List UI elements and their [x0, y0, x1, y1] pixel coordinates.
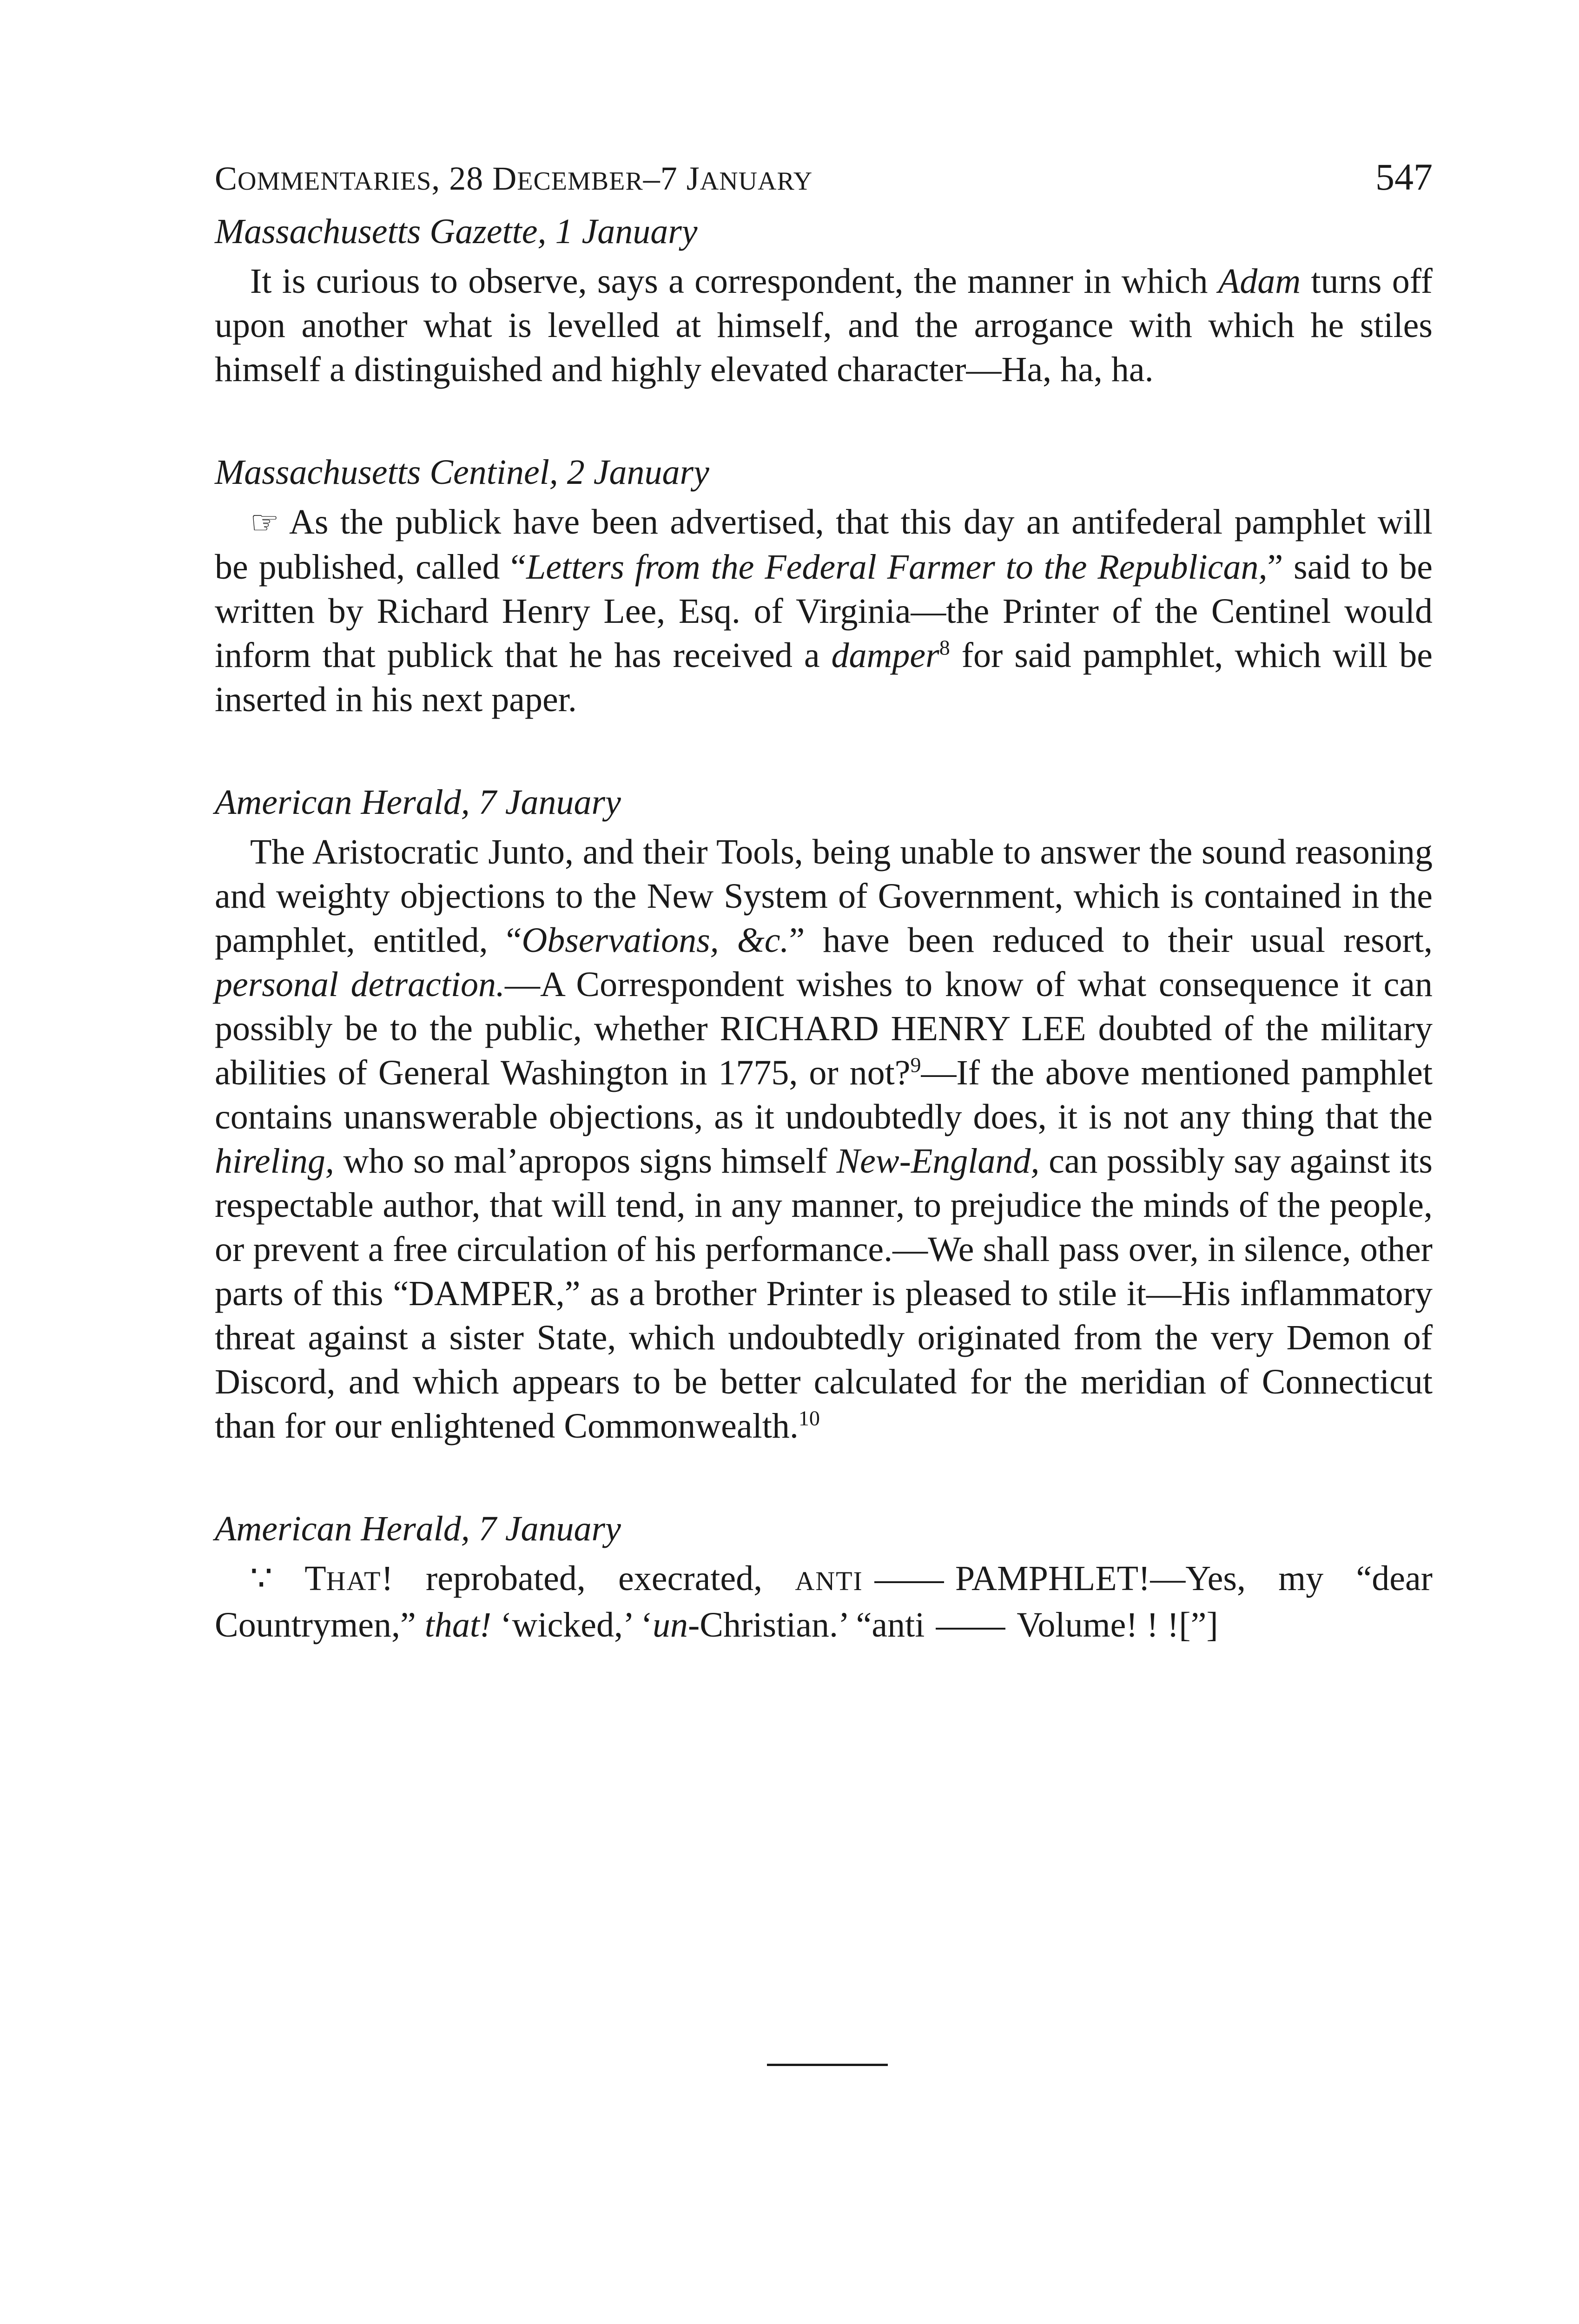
- page: [215, 158, 1433, 1647]
- text-run: PAMPHLET!—Yes, my “dear Countrymen,”: [215, 1559, 1433, 1644]
- footnote-ref: 9: [910, 1053, 921, 1077]
- text-run: As the publick have been advertised, that this day an antifederal pamphlet will be published, called “: [215, 502, 1433, 587]
- page-number: 547: [1375, 156, 1433, 198]
- end-rule: [767, 2064, 888, 2066]
- section-massachusetts-gazette: [215, 209, 1433, 392]
- text-run: ! reprobated, execrated,: [381, 1559, 795, 1598]
- rh-smallcaps3: ANUARY: [700, 167, 813, 196]
- text-run: Volume! ! ![”]: [1017, 1605, 1218, 1644]
- section-heading: Massachusetts Gazette, 1 January: [215, 212, 698, 251]
- section-massachusetts-centinel: [215, 450, 1433, 722]
- rh-smallcaps: OMMENTARIES: [238, 167, 432, 196]
- text-run: —If the above mentioned pamphlet contains unanswerable objections, as it undoubtedly does, it is not any thing that the: [215, 1053, 1433, 1136]
- section-american-herald-1: [215, 780, 1433, 1448]
- section-american-herald-2: [215, 1506, 1433, 1647]
- italic-run: un: [653, 1605, 688, 1644]
- italic-run: Letters from the Federal Farmer to the Republican,: [526, 548, 1268, 587]
- italic-run: hireling,: [215, 1142, 334, 1181]
- running-head: [215, 158, 1433, 209]
- paragraph: [215, 259, 1433, 392]
- text-run: turns off upon another what is levelled at himself, and the arrogance with which he stiles himself a distinguished and highly elevated character—Ha, ha, ha.: [215, 262, 1433, 389]
- footnote-ref: 10: [798, 1406, 820, 1430]
- italic-run: damper: [831, 636, 939, 675]
- italic-run: Adam: [1218, 262, 1301, 301]
- text-run: ” have been reduced to their usual resort,: [789, 921, 1433, 960]
- text-run: -Christian.’ “anti: [688, 1605, 925, 1644]
- because-symbol: ∵: [250, 1559, 273, 1598]
- text-run: It is curious to observe, says a correspondent, the manner in which: [250, 262, 1218, 301]
- italic-run: New-England,: [836, 1142, 1040, 1181]
- paragraph: [215, 500, 1433, 722]
- smallcaps-run: HAT: [326, 1566, 382, 1596]
- text-run: who so mal’apropos signs himself: [334, 1142, 837, 1181]
- section-heading: American Herald, 7 January: [215, 1509, 621, 1548]
- paragraph: [215, 1557, 1433, 1647]
- section-heading: American Herald, 7 January: [215, 783, 621, 822]
- text-run: ” said to be written by Richard Henry Lee, Esq. of Virginia—the Printer of the Centinel would inform that publick that he has received a: [215, 548, 1433, 675]
- section-heading: Massachusetts Centinel, 2 January: [215, 453, 709, 492]
- text-run: The Aristocratic Junto, and their Tools, being unable to answer the sound reasoning and weighty objections to the New System of Government, which is contained in the pamphlet, entitled, “: [215, 832, 1433, 960]
- italic-run: personal detraction.: [215, 965, 505, 1004]
- text-run: ‘wicked,’ ‘: [491, 1605, 653, 1644]
- rh-smallcaps2: ECEMBER: [517, 167, 643, 196]
- italic-run: that!: [424, 1605, 492, 1644]
- text-run: T: [272, 1559, 326, 1598]
- text-run: —A Correspondent wishes to know of what consequence it can possibly be to the public, whether RICHARD HENRY LEE doubted of the military abilities of General Washington in 1775, or not?: [215, 965, 1433, 1092]
- rh-lead: C: [215, 160, 238, 197]
- rh-middle: , 28 D: [431, 160, 517, 197]
- paragraph: [215, 830, 1433, 1448]
- pointing-hand-icon: ☞: [250, 505, 279, 541]
- italic-run: Observations, &c.: [522, 921, 789, 960]
- long-dash: [874, 1581, 944, 1583]
- long-dash: [936, 1628, 1005, 1630]
- footnote-ref: 8: [939, 635, 950, 660]
- text-run: for said pamphlet, which will be inserted in his next paper.: [215, 636, 1433, 719]
- running-head-title: [215, 162, 813, 195]
- rh-tail: –7 J: [643, 160, 700, 197]
- smallcaps-run: ANTI: [795, 1566, 863, 1596]
- text-run: can possibly say against its respectable author, that will tend, in any manner, to prejudice the minds of the people, or prevent a free circulation of his performance.—We shall pass over, in silence, other parts of this “DAMPER,” as a brother Printer is pleased to stile it—His inflammatory threat against a sister State, which undoubtedly originated from the very Demon of Discord, and which appears to be better calculated for the meridian of Connecticut than for our enlightened Commonwealth.: [215, 1142, 1433, 1446]
